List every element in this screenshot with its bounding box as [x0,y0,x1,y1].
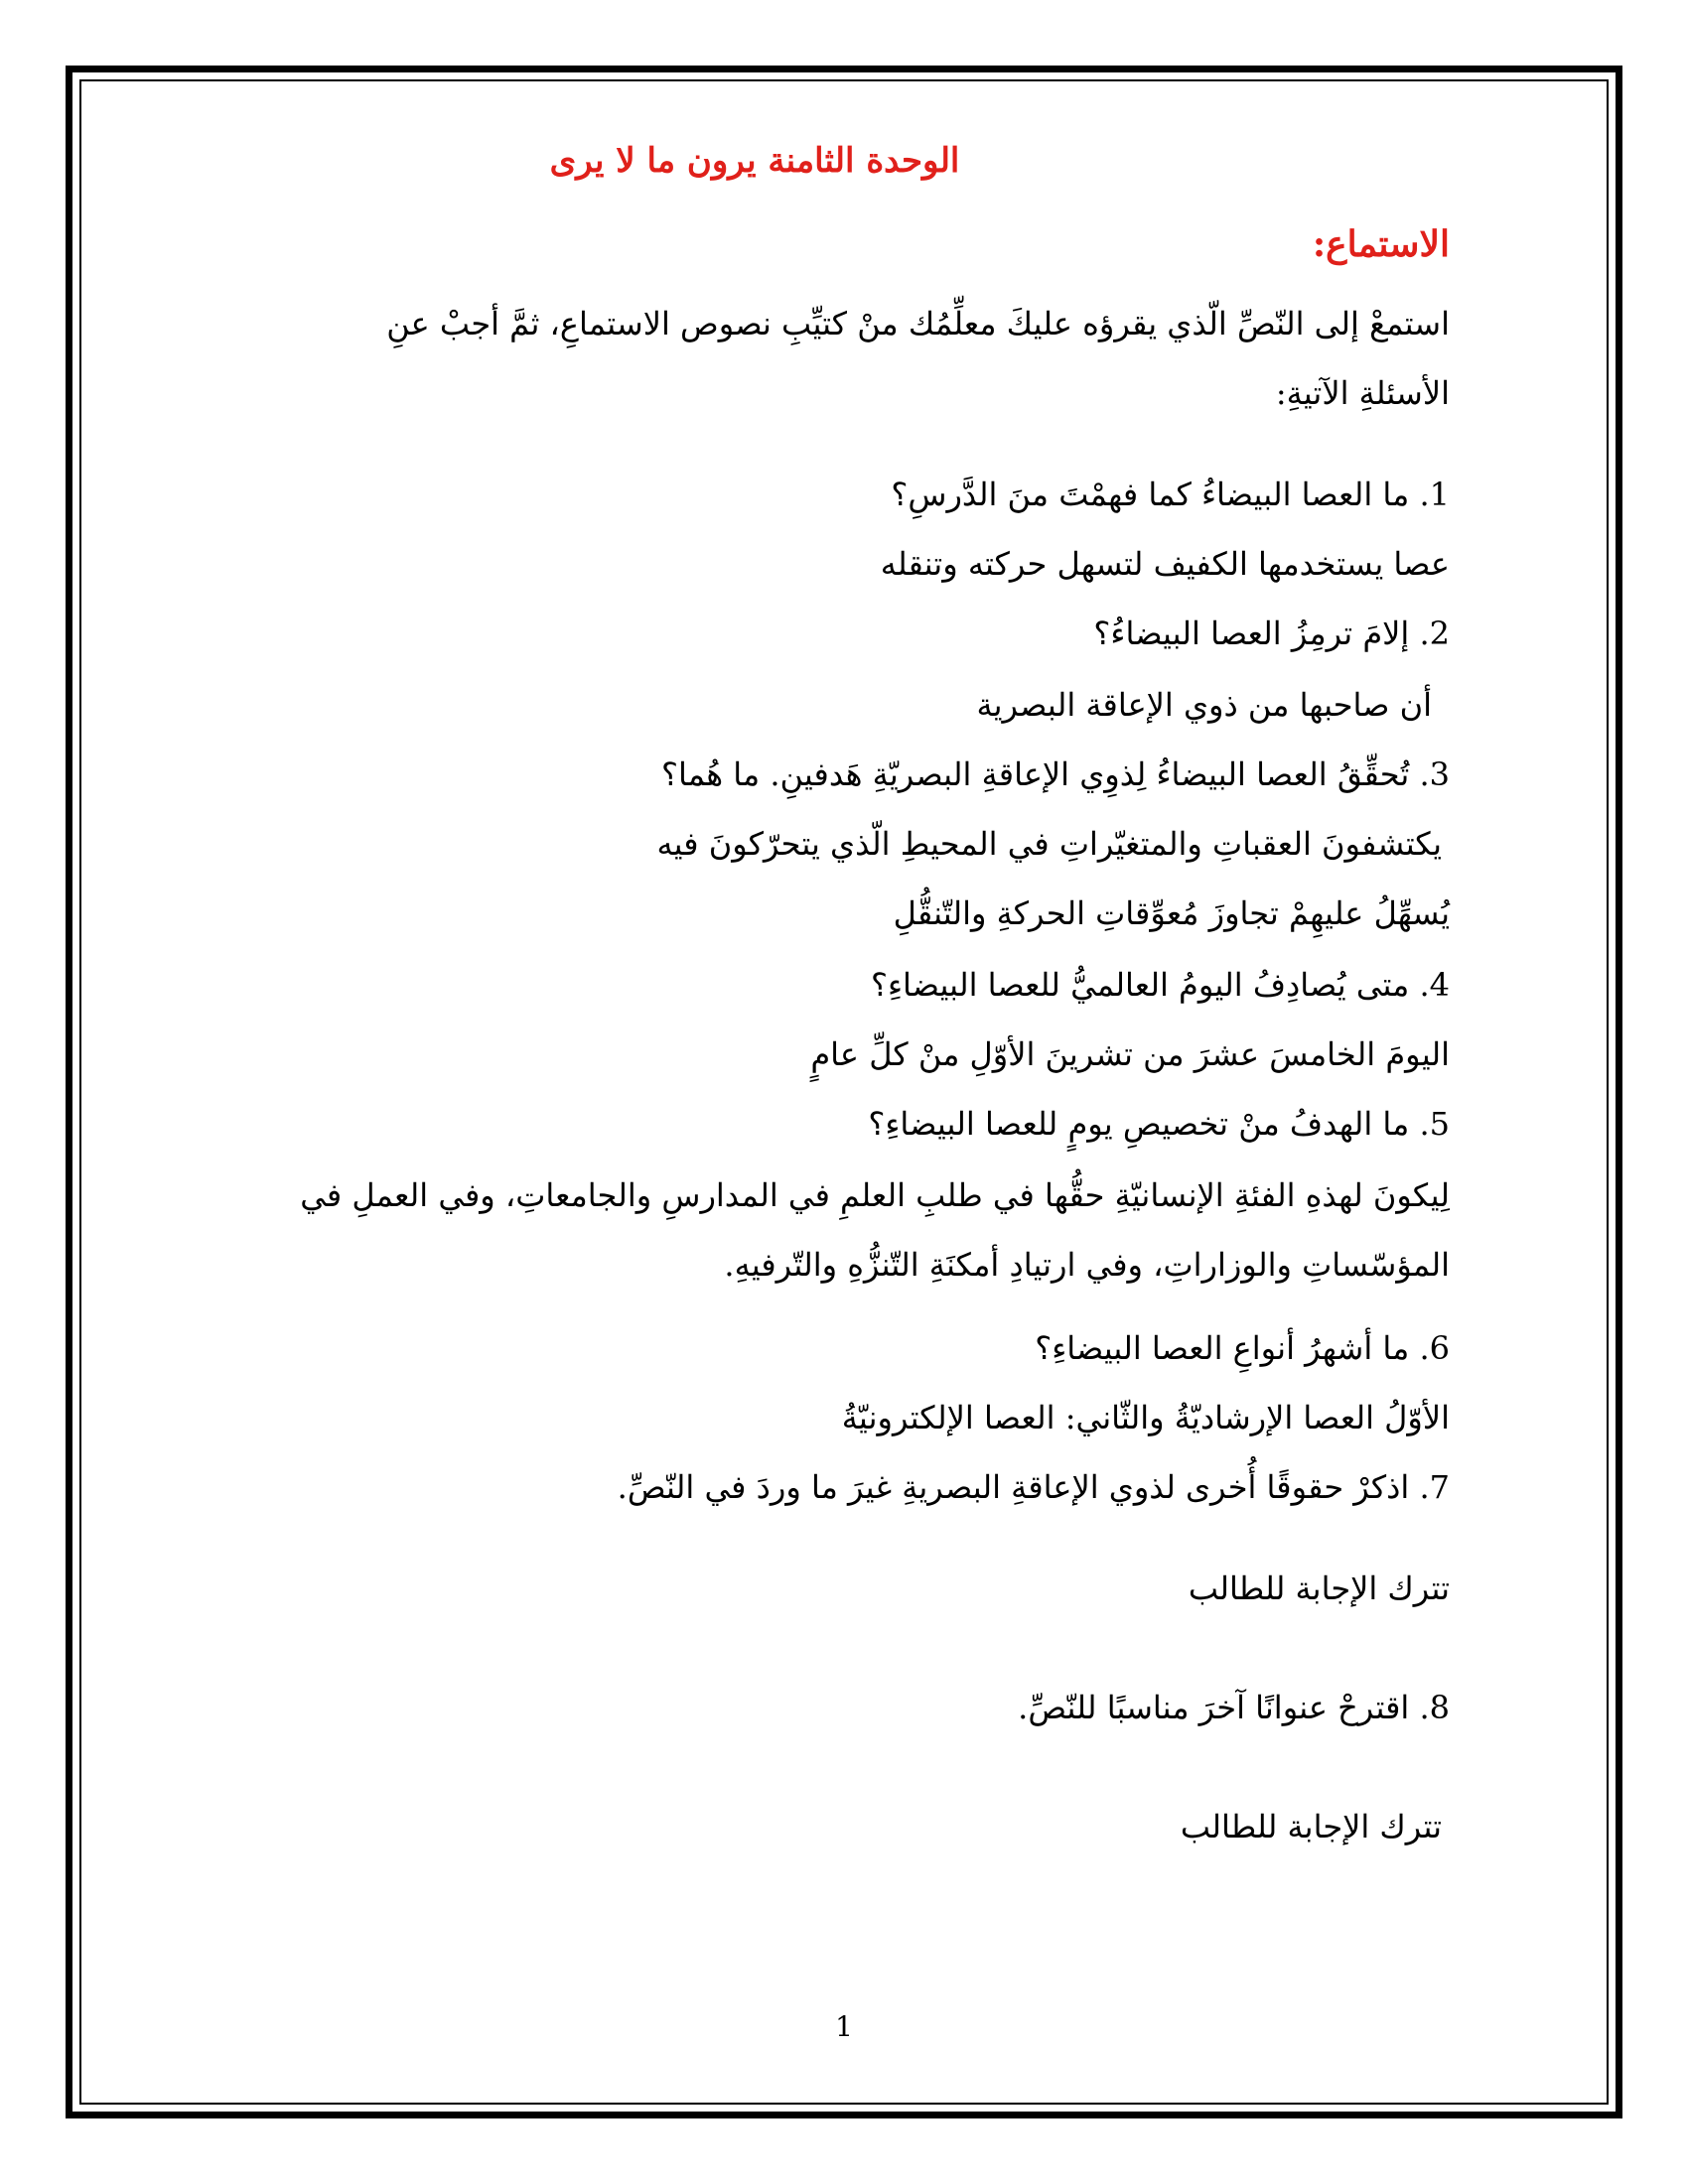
answer-1: عصا يستخدمها الكفيف لتسهل حركته وتنقله [880,545,1450,583]
question-4: 4. متى يُصادِفُ اليومُ العالميُّ للعصا البيضاءِ؟ [870,966,1450,1004]
page-number: 1 [835,2010,853,2043]
answer-4: اليومَ الخامسَ عشرَ من تشرينَ الأوّلِ منْ كلِّ عامٍ [810,1035,1450,1073]
question-2: 2. إلامَ ترمِزُ العصا البيضاءُ؟ [1093,614,1450,652]
answer-7: تترك الإجابة للطالب [1188,1570,1450,1607]
question-7: 7. اذكرْ حقوقًا أُخرى لذوي الإعاقةِ البصريةِ غيرَ ما وردَ في النّصِّ. [617,1468,1450,1506]
question-8: 8. اقترحْ عنوانًا آخرَ مناسبًا للنّصِّ. [1018,1689,1450,1726]
answer-6: الأوّلُ العصا الإرشاديّةُ والثّاني: العصا الإلكترونيّةُ [841,1399,1450,1436]
answer-3b: يُسهِّلُ عليهِمْ تجاوزَ مُعوِّقاتِ الحركةِ والتّنقُّلِ [893,894,1450,932]
answer-8: تترك الإجابة للطالب [1180,1808,1442,1845]
question-1: 1. ما العصا البيضاءُ كما فهمْتَ منَ الدَّرسِ؟ [891,476,1450,513]
answer-5b: المؤسّساتِ والوزاراتِ، وفي ارتيادِ أمكنَةِ التّنزُّهِ والتّرفيهِ. [724,1246,1450,1284]
answer-2: أن صاحبها من ذوي الإعاقة البصرية [976,686,1432,724]
intro-line-1: استمعْ إلى النّصِّ الّذي يقرؤه عليكَ معلِّمُك منْ كتيِّبِ نصوص الاستماعِ، ثمَّ أجبْ عنِ [386,305,1450,342]
unit-title: الوحدة الثامنة يرون ما لا يرى [549,141,960,181]
answer-5a: لِيكونَ لهذهِ الفئةِ الإنسانيّةِ حقُّها في طلبِ العلمِ في المدارسِ والجامعاتِ، وفي العملِ في [300,1176,1450,1214]
answer-3a: يكتشفونَ العقباتِ والمتغيّراتِ في المحيطِ الّذي يتحرّكونَ فيه [656,825,1442,863]
question-3: 3. تُحقِّقُ العصا البيضاءُ لِذوِي الإعاقةِ البصريّةِ هَدفينِ. ما هُما؟ [661,755,1450,793]
intro-line-2: الأسئلةِ الآتيةِ: [1275,374,1450,412]
section-heading: الاستماع: [1312,223,1450,265]
question-6: 6. ما أشهرُ أنواعِ العصا البيضاءِ؟ [1035,1329,1450,1367]
question-5: 5. ما الهدفُ منْ تخصيصِ يومٍ للعصا البيضاءِ؟ [868,1105,1450,1143]
